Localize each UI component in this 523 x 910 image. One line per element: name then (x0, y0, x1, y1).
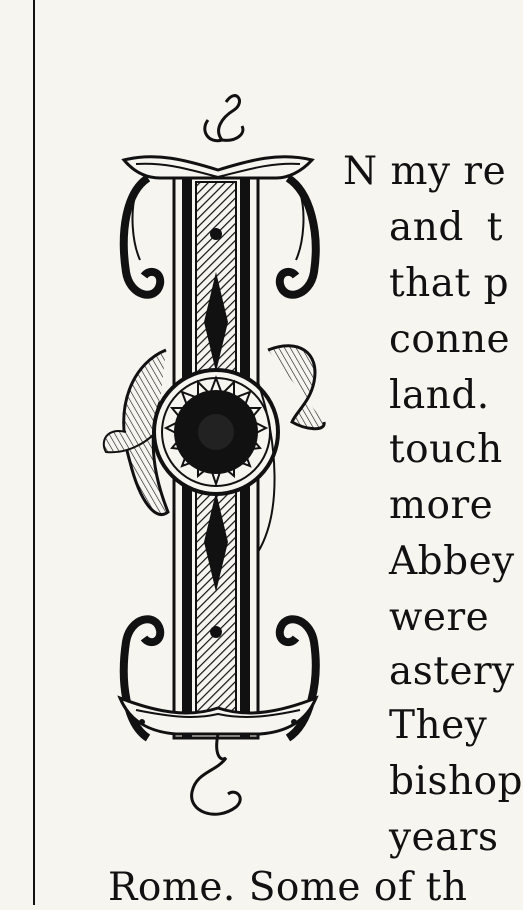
text-line-9: were (389, 595, 490, 640)
text-line-4: conne (389, 317, 511, 362)
text-line-3: that p (389, 261, 510, 306)
margin-rule (33, 0, 35, 905)
text-line-10: astery (389, 649, 515, 694)
text-line-13: years (389, 815, 499, 860)
text-line-2: and t (389, 205, 503, 250)
text-line-11: They (389, 703, 488, 748)
text-line-6: touch (389, 427, 503, 472)
ornate-initial-letter (96, 82, 336, 822)
text-line-12: bishop (389, 759, 523, 804)
text-line-7: more (389, 483, 494, 528)
text-line-1: N my re (343, 149, 507, 194)
text-line-8: Abbey (389, 539, 515, 584)
text-line-14: Rome. Some of th (108, 865, 468, 910)
text-line-5: land. (389, 373, 490, 418)
